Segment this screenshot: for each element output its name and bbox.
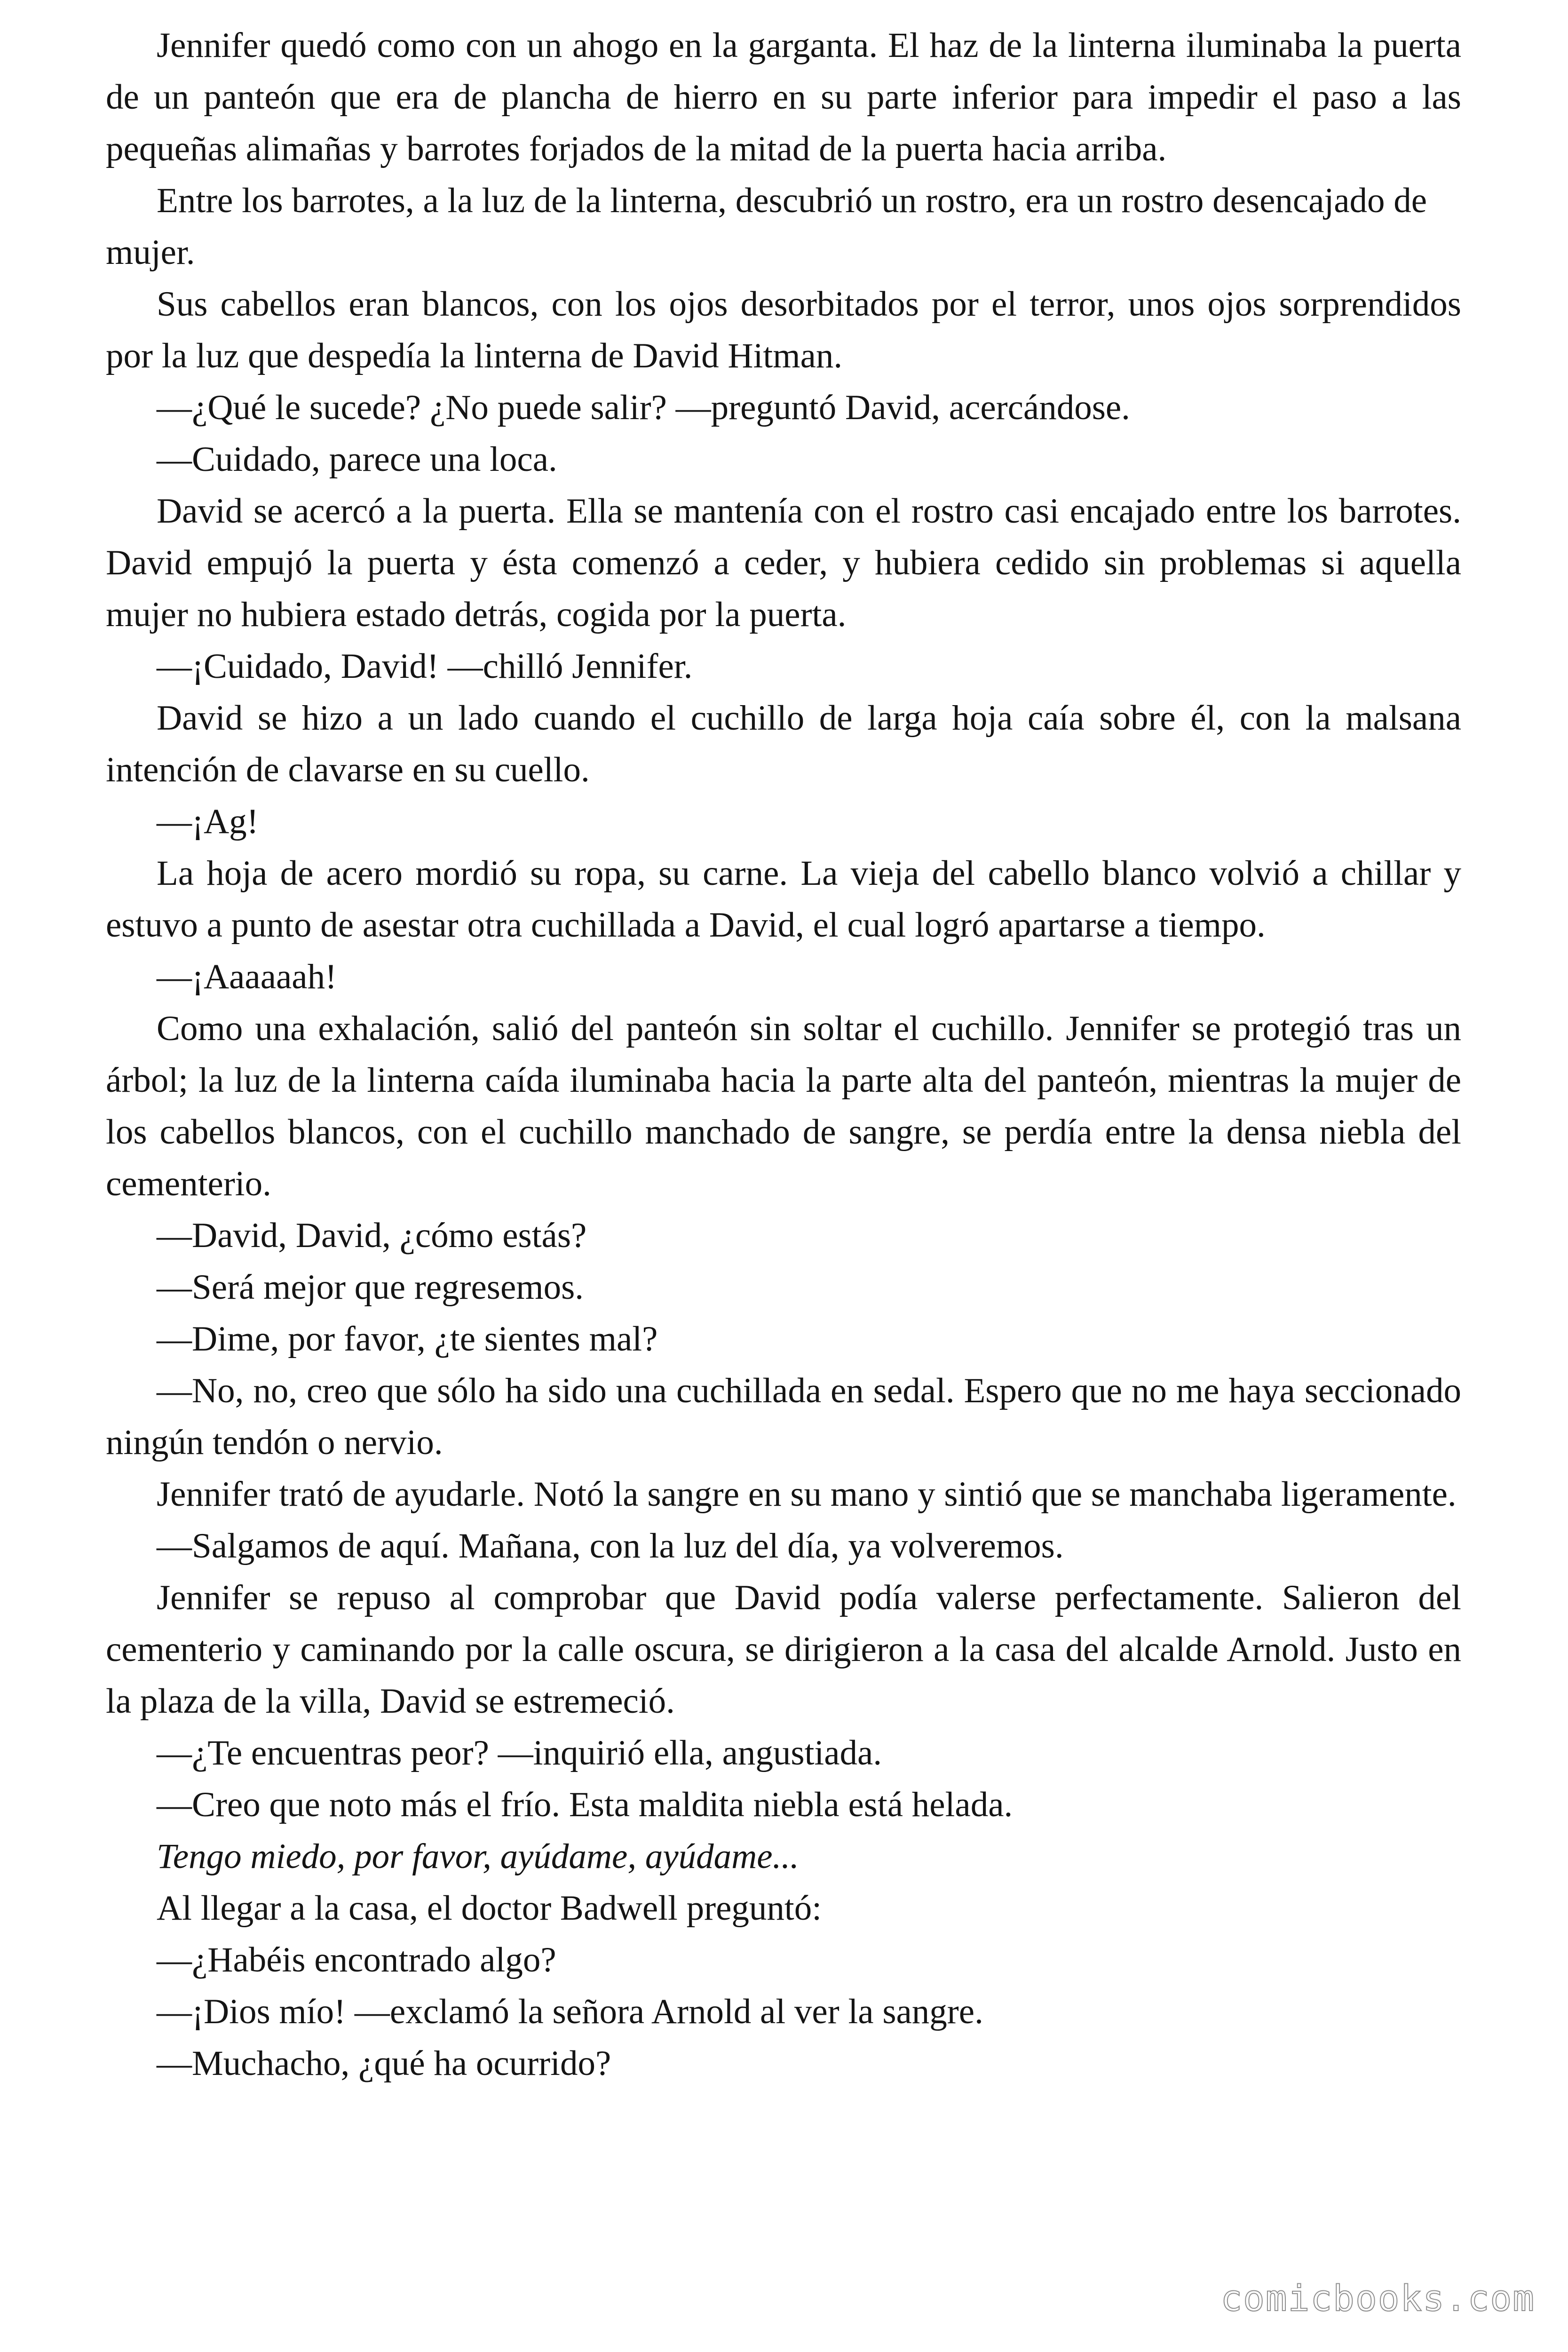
paragraph: Entre los barrotes, a la luz de la linterna, descubrió un rostro, era un rostro desencajado de mujer.: [106, 181, 1427, 272]
dialogue-line: —Dime, por favor, ¿te sientes mal?: [157, 1319, 658, 1359]
paragraph: La hoja de acero mordió su ropa, su carne. La vieja del cabello blanco volvió a chillar y estuvo a punto de asestar otra cuchillada a David, el cual logró apartarse a tiempo.: [106, 854, 1461, 945]
dialogue-line: —Creo que noto más el frío. Esta maldita niebla está helada.: [157, 1785, 1013, 1824]
paragraph: Jennifer trató de ayudarle. Notó la sangre en su mano y sintió que se manchaba ligeramente.: [157, 1475, 1457, 1514]
dialogue-line: —Será mejor que regresemos.: [157, 1268, 584, 1307]
dialogue-line: —¿Te encuentras peor? —inquirió ella, angustiada.: [157, 1733, 882, 1772]
paragraph: David se hizo a un lado cuando el cuchillo de larga hoja caía sobre él, con la malsana intención de clavarse en su cuello.: [106, 699, 1461, 789]
paragraph: David se acercó a la puerta. Ella se mantenía con el rostro casi encajado entre los barrotes. David empujó la puerta y ésta comenzó a ceder, y hubiera cedido sin problemas si aquella mujer no hubiera estado detrás, cogida por la puerta.: [106, 492, 1461, 634]
dialogue-line: —¡Cuidado, David! —chilló Jennifer.: [157, 647, 693, 686]
book-page-text: [106, 20, 1461, 2090]
dialogue-line: —¡Ag!: [157, 802, 259, 841]
watermark: comicbooks.com: [1220, 2277, 1535, 2319]
dialogue-line: —¡Aaaaaah!: [157, 957, 337, 996]
dialogue-line: —Cuidado, parece una loca.: [157, 440, 557, 479]
paragraph: Al llegar a la casa, el doctor Badwell preguntó:: [157, 1889, 822, 1928]
paragraph: Jennifer se repuso al comprobar que David podía valerse perfectamente. Salieron del cementerio y caminando por la calle oscura, se dirigieron a la casa del alcalde Arnold. Justo en la plaza de la villa, David se estremeció.: [106, 1578, 1461, 1721]
dialogue-line: —¿Qué le sucede? ¿No puede salir? —preguntó David, acercándose.: [157, 388, 1130, 427]
dialogue-line: —David, David, ¿cómo estás?: [157, 1216, 587, 1255]
paragraph: Jennifer quedó como con un ahogo en la garganta. El haz de la linterna iluminaba la puerta de un panteón que era de plancha de hierro en su parte inferior para impedir el paso a las pequeñas alimañas y barrotes forjados de la mitad de la puerta hacia arriba.: [106, 26, 1461, 168]
dialogue-line: —No, no, creo que sólo ha sido una cuchillada en sedal. Espero que no me haya seccionado ningún tendón o nervio.: [106, 1371, 1461, 1462]
dialogue-line: —¿Habéis encontrado algo?: [157, 1940, 556, 1979]
dialogue-line: —Muchacho, ¿qué ha ocurrido?: [157, 2044, 611, 2083]
dialogue-line: —Salgamos de aquí. Mañana, con la luz del día, ya volveremos.: [157, 1526, 1064, 1565]
paragraph: Como una exhalación, salió del panteón sin soltar el cuchillo. Jennifer se protegió tras un árbol; la luz de la linterna caída iluminaba hacia la parte alta del panteón, mientras la mujer de los cabellos blancos, con el cuchillo manchado de sangre, se perdía entre la densa niebla del cementerio.: [106, 1009, 1461, 1203]
paragraph: Sus cabellos eran blancos, con los ojos desorbitados por el terror, unos ojos sorprendidos por la luz que despedía la linterna de David Hitman.: [106, 285, 1461, 375]
italic-thought-line: Tengo miedo, por favor, ayúdame, ayúdame...: [157, 1837, 799, 1876]
dialogue-line: —¡Dios mío! —exclamó la señora Arnold al ver la sangre.: [157, 1992, 983, 2031]
